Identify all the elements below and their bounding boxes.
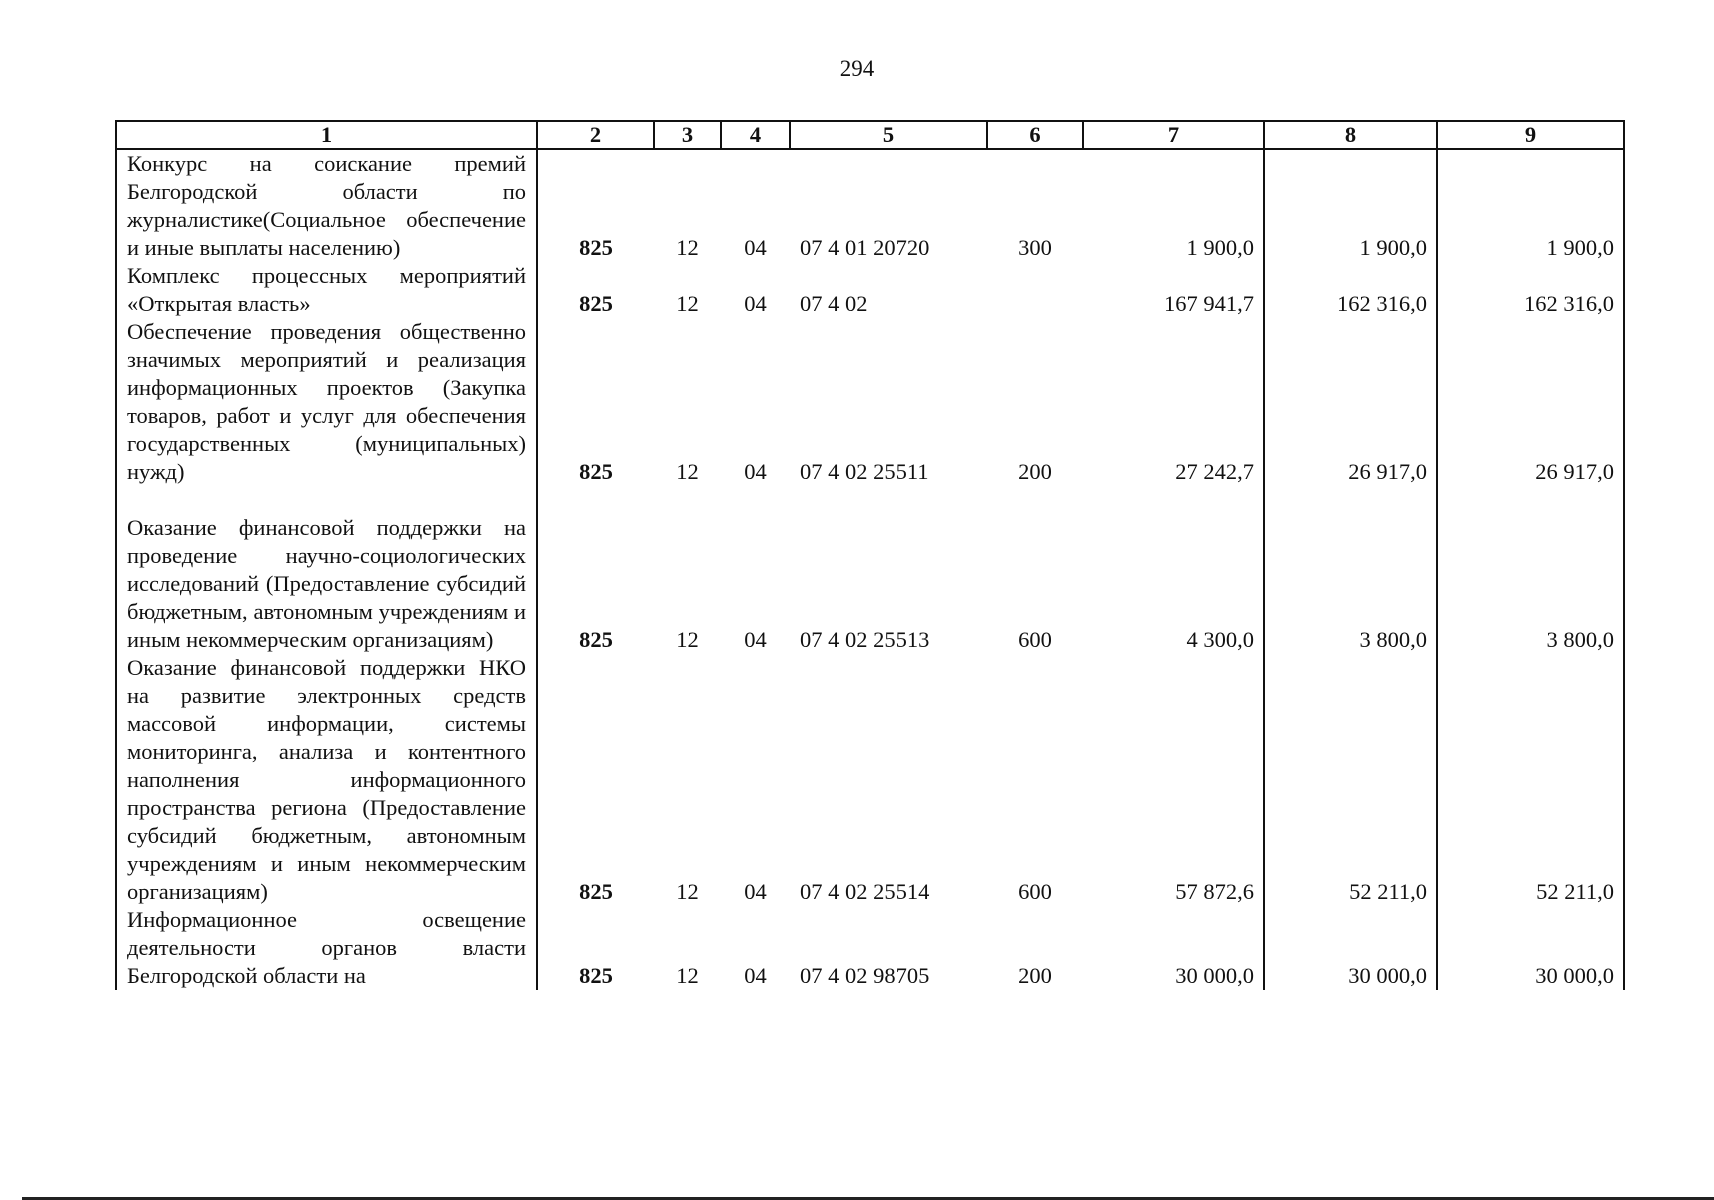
column-header: 8 [1264, 121, 1437, 149]
subsection-code: 04 [744, 459, 767, 484]
ministry-code: 825 [579, 291, 613, 316]
header-row [116, 121, 1624, 149]
table-row [116, 906, 1624, 990]
expense-type-code: 300 [1018, 235, 1052, 260]
amount-col8: 52 211,0 [1264, 654, 1437, 906]
column-header: 5 [790, 121, 987, 149]
target-article-code: 07 4 02 98705 [800, 963, 930, 988]
amount-col9: 1 900,0 [1437, 149, 1624, 262]
spacer-cell [537, 486, 654, 514]
column-header: 2 [537, 121, 654, 149]
item-name: Информационное освещение деятельности органов власти Белгородской области на [116, 906, 537, 990]
amount-col8: 30 000,0 [1264, 906, 1437, 990]
spacer-cell [721, 486, 790, 514]
table-row [116, 654, 1624, 906]
expense-type-code: 200 [1018, 963, 1052, 988]
subsection-code: 04 [744, 879, 767, 904]
budget-table [115, 120, 1625, 990]
ministry-code: 825 [579, 963, 613, 988]
section-code: 12 [676, 291, 699, 316]
item-name: Комплекс процессных мероприятий «Открытая власть» [116, 262, 537, 318]
table-row [116, 149, 1624, 262]
target-article-code: 07 4 01 20720 [800, 235, 930, 260]
amount-col9: 162 316,0 [1437, 262, 1624, 318]
amount-col8: 3 800,0 [1264, 514, 1437, 654]
target-article-code: 07 4 02 25513 [800, 627, 930, 652]
item-name: Обеспечение проведения общественно значимых мероприятий и реализация информационных проектов (Закупка товаров, работ и услуг для обеспечения государственных (муниципальных) нужд) [116, 318, 537, 486]
ministry-code: 825 [579, 235, 613, 260]
amount-col9: 52 211,0 [1437, 654, 1624, 906]
target-article-code: 07 4 02 [800, 291, 868, 316]
subsection-code: 04 [744, 291, 767, 316]
amount-col7: 30 000,0 [1175, 963, 1254, 988]
column-header: 4 [721, 121, 790, 149]
target-article-code: 07 4 02 25514 [800, 879, 930, 904]
amount-col8: 26 917,0 [1264, 318, 1437, 486]
amount-col7: 167 941,7 [1164, 291, 1254, 316]
section-code: 12 [676, 879, 699, 904]
section-code: 12 [676, 235, 699, 260]
section-code: 12 [676, 459, 699, 484]
item-name: Конкурс на соискание премий Белгородской области по журналистике(Социальное обеспечение и иные выплаты населению) [116, 149, 537, 262]
amount-col8: 1 900,0 [1264, 149, 1437, 262]
column-header: 9 [1437, 121, 1624, 149]
column-header: 1 [116, 121, 537, 149]
expense-type-code: 600 [1018, 627, 1052, 652]
expense-type-code [987, 262, 1083, 318]
amount-col9: 3 800,0 [1437, 514, 1624, 654]
spacer-cell [1437, 486, 1624, 514]
column-header: 7 [1083, 121, 1264, 149]
amount-col7: 27 242,7 [1175, 459, 1254, 484]
table-row [116, 262, 1624, 318]
ministry-code: 825 [579, 879, 613, 904]
table-row [116, 318, 1624, 486]
target-article-code: 07 4 02 25511 [800, 459, 929, 484]
spacer-row [116, 486, 1624, 514]
section-code: 12 [676, 627, 699, 652]
expense-type-code: 200 [1018, 459, 1052, 484]
column-header: 6 [987, 121, 1083, 149]
table-row [116, 514, 1624, 654]
amount-col7: 4 300,0 [1186, 627, 1254, 652]
amount-col7: 1 900,0 [1186, 235, 1254, 260]
item-name: Оказание финансовой поддержки НКО на развитие электронных средств массовой информации, системы мониторинга, анализа и контентного наполнения информационного пространства региона (Предоставление субсидий бюджетным, автономным учреждениям и иным некоммерческим организациям) [116, 654, 537, 906]
subsection-code: 04 [744, 235, 767, 260]
subsection-code: 04 [744, 963, 767, 988]
spacer-cell [987, 486, 1083, 514]
spacer-cell [790, 486, 987, 514]
spacer-cell [654, 486, 721, 514]
spacer-cell [116, 486, 537, 514]
column-header: 3 [654, 121, 721, 149]
item-name: Оказание финансовой поддержки на проведение научно-социологических исследований (Предоставление субсидий бюджетным, автономным учреждениям и иным некоммерческим организациям) [116, 514, 537, 654]
expense-type-code: 600 [1018, 879, 1052, 904]
ministry-code: 825 [579, 627, 613, 652]
section-code: 12 [676, 963, 699, 988]
spacer-cell [1264, 486, 1437, 514]
amount-col9: 26 917,0 [1437, 318, 1624, 486]
spacer-cell [1083, 486, 1264, 514]
page-number: 294 [839, 56, 875, 81]
amount-col9: 30 000,0 [1437, 906, 1624, 990]
amount-col8: 162 316,0 [1264, 262, 1437, 318]
subsection-code: 04 [744, 627, 767, 652]
ministry-code: 825 [579, 459, 613, 484]
amount-col7: 57 872,6 [1175, 879, 1254, 904]
